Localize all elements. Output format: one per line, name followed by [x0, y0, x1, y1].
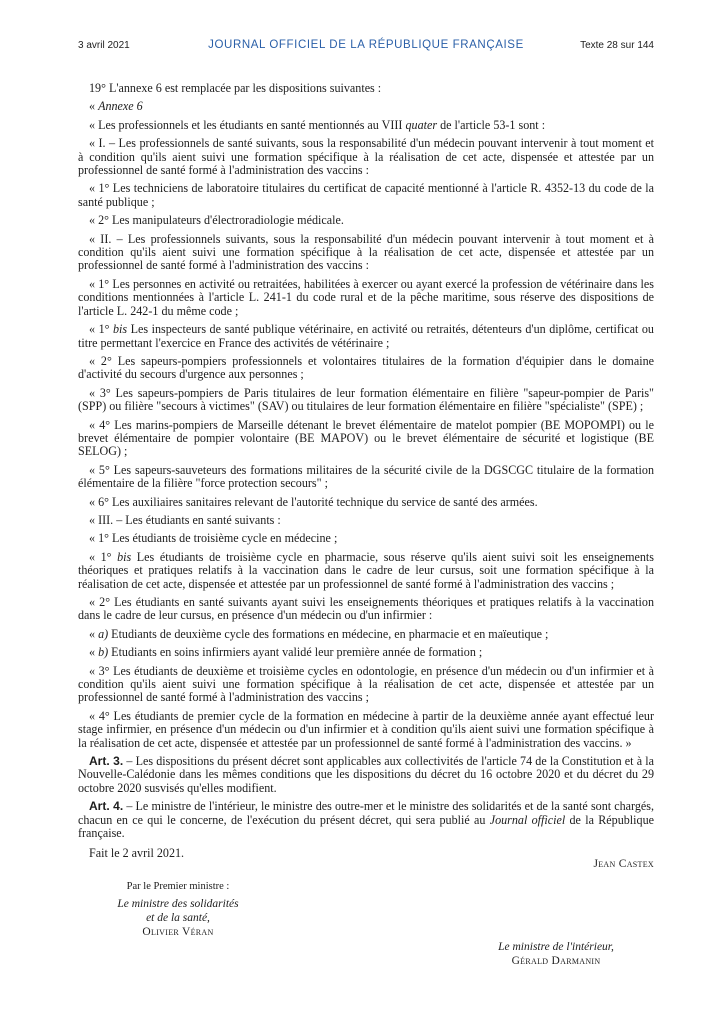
countersign-label: Par le Premier ministre : — [126, 881, 230, 892]
paragraph: « 1° Les personnes en activité ou retraitées, habilitées à exercer ou ayant exercé la profession de vétérinaire dans les conditions mentionnées à l'article L. 241-1 du code rural et de la pêche maritime, sous réserve des dispositions de l'article L. 242-1 du même code ; — [78, 276, 654, 318]
paragraph: « 1° Les étudiants de troisième cycle en médecine ; — [89, 531, 338, 546]
text-number: Texte 28 sur 144 — [580, 40, 654, 51]
minister-name: Olivier Véran — [142, 926, 214, 938]
paragraph: « 2° Les sapeurs-pompiers professionnels et volontaires titulaires de la formation d'équipier dans le domaine d'activité du secours d'urgence aux personnes ; — [78, 353, 654, 382]
paragraph: « III. – Les étudiants en santé suivants : — [89, 512, 281, 527]
paragraph: « 1° Les techniciens de laboratoire titulaires du certificat de capacité mentionné à l'article R. 4352-13 du code de la santé publique ; — [78, 181, 654, 209]
journal-title: JOURNAL OFFICIEL DE LA RÉPUBLIQUE FRANÇAISE — [208, 39, 524, 51]
signature-block-interior-minister — [456, 940, 656, 968]
paragraph: « 3° Les sapeurs-pompiers de Paris titulaires de leur formation élémentaire en filière "sapeur-pompier de Paris" (SPP) ou filière "secours à victimes" (SAV) ou titulaires de leur formation élémentaire en filière "spécialiste" (SPE) ; — [78, 385, 654, 414]
minister-role: Le ministre de l'intérieur, — [498, 941, 614, 953]
signature-block-health-minister — [78, 880, 278, 939]
page-header — [78, 40, 654, 54]
article-4: Art. 4. – Le ministre de l'intérieur, le ministre des outre-mer et le ministre des solidarités et de la santé sont chargés, chacun en ce qui le concerne, de l'exécution du présent décret, qui sera publié au Journal officiel de la République française. — [78, 799, 655, 841]
paragraph: « Les professionnels et les étudiants en santé mentionnés au VIII quater de l'article 53-1 sont : — [89, 117, 546, 132]
paragraph: « 6° Les auxiliaires sanitaires relevant de l'autorité technique du service de santé des armées. — [89, 494, 538, 509]
paragraph: « a) Etudiants de deuxième cycle des formations en médecine, en pharmacie et en maïeutique ; — [89, 626, 549, 641]
paragraph: « 4° Les marins-pompiers de Marseille détenant le brevet élémentaire de matelot pompier (BE MOPOMPI) ou le brevet élémentaire de pompier volontaire (BE MAPOV) ou le brevet élémentaire de sécurité et logistique (BE SELOG) ; — [78, 417, 654, 459]
minister-role-cont: et de la santé, — [146, 912, 210, 924]
annex-heading: « Annexe 6 — [89, 99, 143, 114]
article-3: Art. 3. – Les dispositions du présent décret sont applicables aux collectivités de l'article 74 de la Constitution et à la Nouvelle-Calédonie dans les mêmes conditions que les dispositions du décret du 16 octobre 2020 et du décret du 29 octobre 2020 susvisés qu'elles modifient. — [78, 754, 654, 795]
paragraph: « I. – Les professionnels de santé suivants, sous la responsabilité d'un médecin pouvant intervenir à tout moment et à condition qu'ils aient suivi une formation spécifique à la réalisation de cet acte, dispensée et attestée par un professionnel de santé formé à l'administration des vaccins : — [78, 136, 654, 178]
signature-prime-minister: Jean Castex — [593, 858, 654, 870]
paragraph: « 2° Les étudiants en santé suivants ayant suivi les enseignements théoriques et pratiques relatifs à la vaccination dans le cadre de leur cursus, en présence d'un médecin ou d'un infirmier : — [78, 595, 654, 623]
minister-name: Gérald Darmanin — [511, 955, 601, 967]
paragraph: « II. – Les professionnels suivants, sous la responsabilité d'un médecin pouvant intervenir à tout moment et à condition qu'ils aient suivi une formation spécifique à la réalisation de cet acte, dispensée et attestée par un professionnel de santé formé à l'administration des vaccins : — [78, 231, 654, 273]
paragraph: « b) Etudiants en soins infirmiers ayant validé leur première année de formation ; — [89, 645, 483, 660]
paragraph: « 3° Les étudiants de deuxième et troisième cycles en odontologie, en présence d'un médecin ou d'un infirmier et à condition qu'ils aient suivi une formation spécifique à la réalisation de cet acte, dispensée et attestée par un professionnel de santé formé à l'administration des vaccins ; — [78, 663, 654, 705]
paragraph: « 1° bis Les étudiants de troisième cycle en pharmacie, sous réserve qu'ils aient suivi soit les enseignements théoriques et pratiques relatifs à la vaccination dans le cadre de leur cursus, soit une formation spécifique à la réalisation de cet acte, dispensée et attestée par un professionnel de santé formé à l'administration des vaccins ; — [78, 549, 654, 591]
paragraph: 19° L'annexe 6 est remplacée par les dispositions suivantes : — [89, 81, 382, 95]
paragraph: « 1° bis Les inspecteurs de santé publique vétérinaire, en activité ou retraités, détenteurs d'un diplôme, certificat ou titre permettant l'exercice en France des activités de vétérinaire ; — [78, 322, 654, 350]
paragraph: « 5° Les sapeurs-sauveteurs des formations militaires de la sécurité civile de la DGSCGC titulaire de la formation élémentaire de la filière "force protection secours" ; — [78, 462, 654, 491]
minister-role: Le ministre des solidarités — [117, 898, 239, 910]
decree-body — [78, 82, 654, 865]
paragraph: « 2° Les manipulateurs d'électroradiologie médicale. — [89, 213, 344, 228]
publication-date: 3 avril 2021 — [78, 40, 130, 51]
paragraph: « 4° Les étudiants de premier cycle de la formation en médecine à partir de la deuxième année ayant effectué leur stage infirmier, en présence d'un médecin ou d'un infirmier et à condition qu'ils aient suivi une formation spécifique à la réalisation de cet acte, dispensée et attestée par un professionnel de santé formé à l'administration des vaccins. » — [78, 708, 654, 750]
signing-date: Fait le 2 avril 2021. — [89, 845, 185, 860]
